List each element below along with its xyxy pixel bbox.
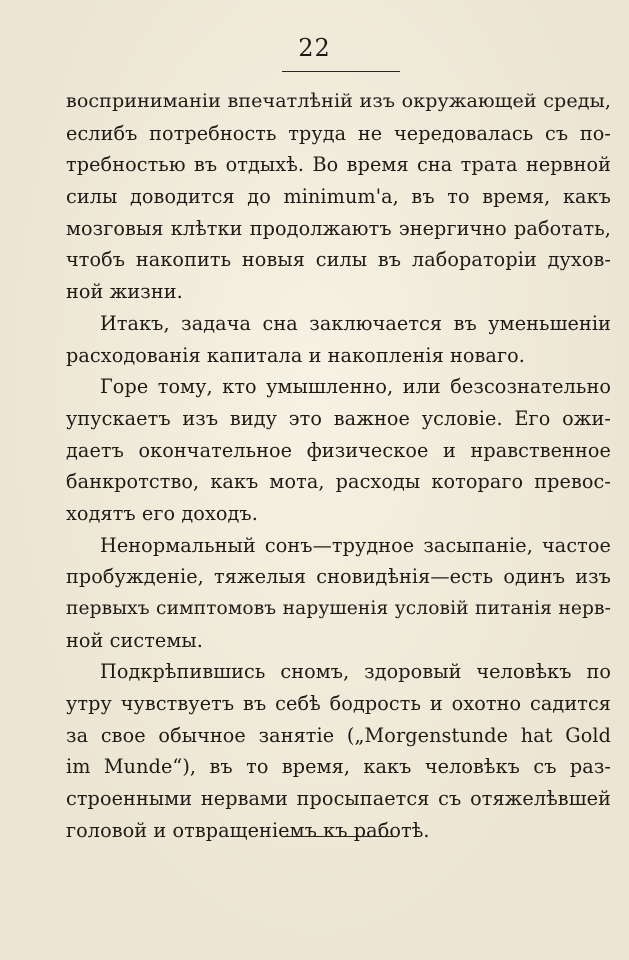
footer-rule [284, 836, 396, 837]
text-line: чтобъ накопить новыя силы въ лабораторіи духов- [66, 248, 611, 272]
header-rule [282, 71, 400, 72]
text-line: Горе тому, кто умышленно, или безсознательно [100, 375, 611, 399]
paragraph [66, 308, 611, 371]
text-line: требностью въ отдыхѣ. Во время сна трата нервной [66, 153, 611, 177]
text-line: Подкрѣпившись сномъ, здоровый человѣкъ по [100, 660, 611, 684]
paragraph [66, 86, 611, 308]
text-line: im Munde“), въ то время, какъ человѣкъ съ раз- [66, 755, 611, 779]
paragraph [66, 530, 611, 657]
text-line: первыхъ симптомовъ нарушенія условій питанія нерв- [66, 598, 611, 619]
text-line: ходятъ его доходъ. [66, 501, 258, 525]
text-line: Итакъ, задача сна заключается въ уменьшеніи [100, 311, 611, 335]
text-line: банкротство, какъ мота, расходы котораго превос- [66, 470, 611, 494]
text-line: строенными нервами просыпается съ отяжелѣвшей [66, 787, 611, 811]
text-line: пробужденіе, тяжелыя сновидѣнія—есть одинъ изъ [66, 565, 611, 589]
text-line: головой и отвращеніемъ къ работѣ. [66, 818, 430, 842]
text-line: утру чувствуетъ въ себѣ бодрость и охотно садится [66, 692, 611, 716]
text-line: ной системы. [66, 628, 203, 652]
text-line: упускаетъ изъ виду это важное условіе. Его ожи- [66, 406, 611, 430]
text-line: мозговыя клѣтки продолжаютъ энергично работать, [66, 216, 611, 240]
text-line: за свое обычное занятіе („Morgenstunde hat Gold [66, 723, 611, 747]
paragraph [66, 656, 611, 846]
body-text [66, 86, 611, 847]
text-line: еслибъ потребность труда не чередовалась съ по- [66, 121, 611, 145]
text-line: силы доводится до minimum'а, въ то время, какъ [66, 185, 611, 209]
text-line: даетъ окончательное физическое и нравственное [66, 438, 611, 462]
paragraph [66, 371, 611, 529]
text-line: ной жизни. [66, 280, 183, 304]
text-line: расходованія капитала и накопленія новаго. [66, 343, 525, 367]
text-line: Ненормальный сонъ—трудное засыпаніе, частое [100, 533, 611, 557]
page-number: 22 [298, 34, 331, 62]
text-line: восприниманіи впечатлѣній изъ окружающей среды, [66, 90, 611, 112]
